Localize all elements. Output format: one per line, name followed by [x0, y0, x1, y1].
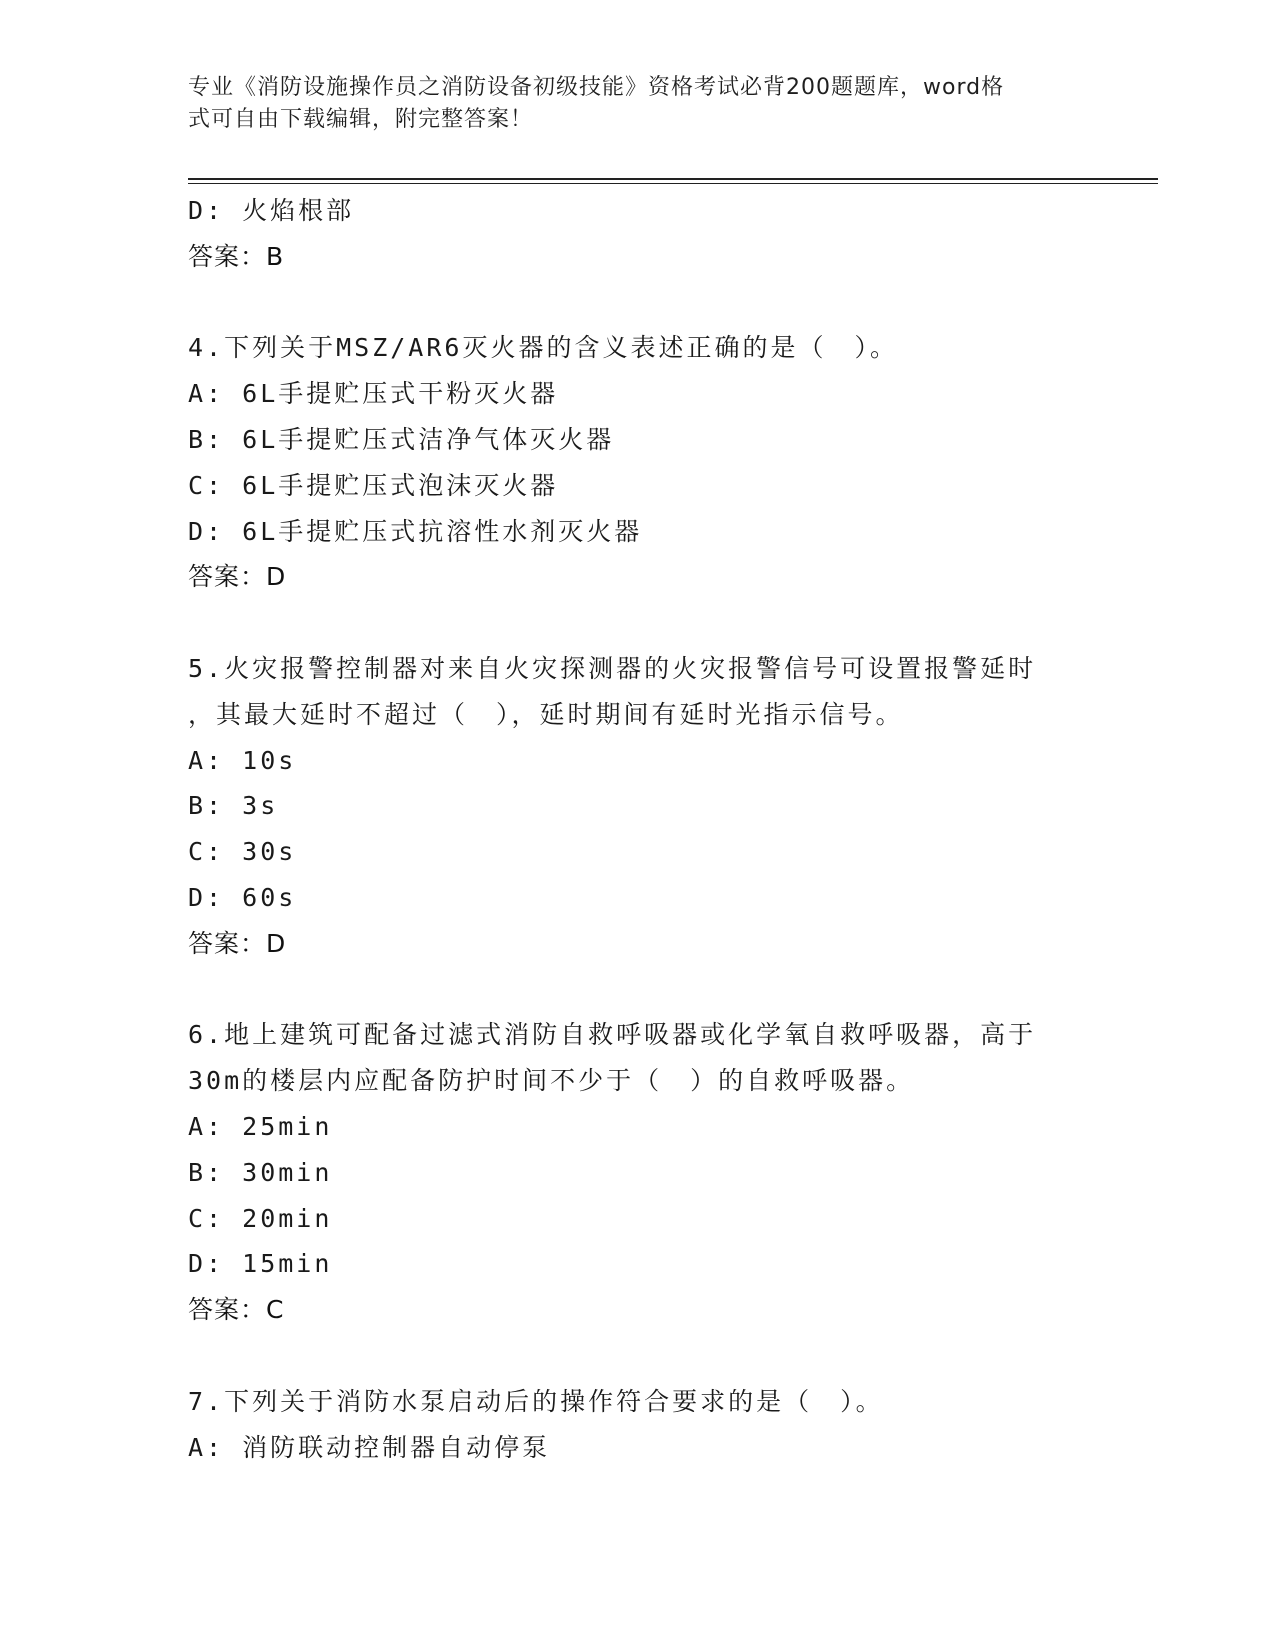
question-block-7 — [188, 1379, 1088, 1471]
answer: 答案：C — [188, 1295, 285, 1325]
option-d: D: 6L手提贮压式抗溶性水剂灭火器 — [188, 516, 643, 546]
question-block-4 — [188, 325, 1088, 600]
question-stem: 7.下列关于消防水泵启动后的操作符合要求的是（ ）。 — [188, 1386, 884, 1416]
answer: 答案：D — [188, 562, 287, 592]
option-c: C: 30s — [188, 837, 297, 867]
option-b: B: 3s — [188, 791, 279, 821]
question-block-5 — [188, 646, 1088, 967]
document-header — [188, 72, 1088, 136]
header-line-1: 专业《消防设施操作员之消防设备初级技能》资格考试必背200题题库，word格 — [188, 75, 1005, 100]
answer: 答案：D — [188, 928, 287, 958]
header-divider — [188, 178, 1158, 180]
question-stem-cont: 30m的楼层内应配备防护时间不少于（ ）的自救呼吸器。 — [188, 1066, 915, 1096]
question-block-6 — [188, 1012, 1088, 1333]
option-b: B: 6L手提贮压式洁净气体灭火器 — [188, 424, 615, 454]
option-a: A: 25min — [188, 1111, 333, 1141]
option-c: C: 20min — [188, 1203, 333, 1233]
question-stem: 6.地上建筑可配备过滤式消防自救呼吸器或化学氧自救呼吸器，高于 — [188, 1020, 1037, 1050]
question-stem: 5.火灾报警控制器对来自火灾探测器的火灾报警信号可设置报警延时 — [188, 653, 1037, 683]
question-content — [188, 188, 1088, 1470]
question-stem: 4.下列关于MSZ/AR6灭火器的含义表述正确的是（ ）。 — [188, 333, 898, 363]
option-d: D: 60s — [188, 882, 297, 912]
option-a: A: 6L手提贮压式干粉灭火器 — [188, 379, 559, 409]
option-a: A: 10s — [188, 745, 297, 775]
question-stem-cont: ，其最大延时不超过（ ），延时期间有延时光指示信号。 — [188, 699, 904, 729]
option-a: A: 消防联动控制器自动停泵 — [188, 1432, 551, 1462]
header-divider-thin — [188, 183, 1158, 184]
prev-answer: 答案：B — [188, 241, 285, 271]
prev-option-d: D: 火焰根部 — [188, 196, 355, 225]
option-d: D: 15min — [188, 1249, 333, 1279]
header-line-2: 式可自由下载编辑，附完整答案！ — [188, 107, 534, 132]
option-b: B: 30min — [188, 1157, 333, 1187]
option-c: C: 6L手提贮压式泡沫灭火器 — [188, 470, 559, 500]
